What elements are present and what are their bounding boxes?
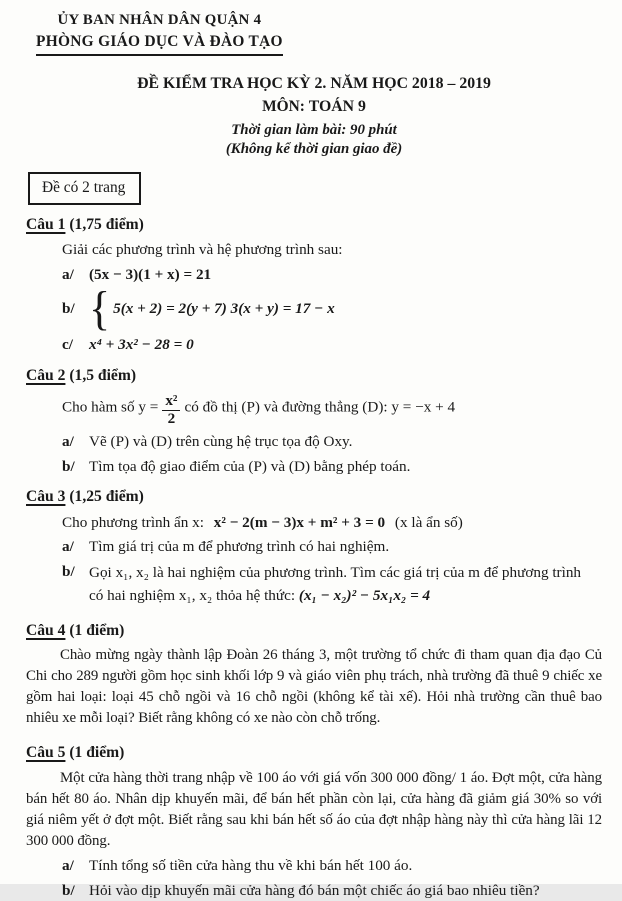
- question-3-points: (1,25 điểm): [65, 488, 144, 506]
- question-1-label: Câu 1: [26, 215, 66, 233]
- part-b-relation: (x₁ − x₂)² − 5x₁x₂ = 4: [298, 586, 431, 604]
- question-1-part-c: [62, 334, 602, 356]
- question-2-heading: [26, 365, 602, 387]
- subject-line: [26, 97, 602, 118]
- part-b-text: Hỏi vào dịp khuyến mãi cửa hàng đó bán một chiếc áo giá bao nhiêu tiền?: [89, 881, 540, 899]
- part-a-label: a/: [62, 433, 74, 451]
- question-1-part-a: [62, 264, 602, 286]
- question-2: [26, 365, 602, 478]
- part-b-label: b/: [62, 300, 75, 318]
- question-3-intro: [62, 512, 602, 534]
- question-3-part-b: [62, 561, 602, 607]
- part-a-equation: (5x − 3)(1 + x) = 21: [89, 265, 212, 283]
- intro-text-pre: Cho phương trình ẩn x:: [62, 513, 204, 531]
- intro-text-post: (x là ẩn số): [394, 513, 463, 531]
- part-a-text: Tính tổng số tiền cửa hàng thu về khi bán hết 100 áo.: [89, 857, 413, 875]
- exam-title: ĐỀ KIỂM TRA HỌC KỲ 2. NĂM HỌC 2018 – 2019: [137, 74, 491, 92]
- intro-text-pre: Cho hàm số y =: [62, 398, 159, 416]
- question-5-points: (1 điểm): [65, 744, 125, 762]
- question-1-heading: [26, 214, 602, 236]
- part-b-label: b/: [62, 562, 75, 580]
- fraction-denominator: 2: [167, 409, 176, 427]
- part-b-text-block: [89, 561, 581, 607]
- system-brace: {: [89, 282, 111, 335]
- question-4-label: Câu 4: [26, 621, 66, 639]
- part-a-text: Vẽ (P) và (D) trên cùng hệ trục tọa độ Oxy.: [89, 433, 353, 451]
- question-2-part-b: [62, 456, 602, 478]
- part-a-text: Tìm giá trị của m để phương trình có hai nghiệm.: [89, 538, 390, 556]
- equation-system: [113, 297, 335, 321]
- question-1-part-b: [62, 282, 602, 335]
- question-5-body: Một cửa hàng thời trang nhập về 100 áo với giá vốn 300 000 đồng/ 1 áo. Đợt một, cửa hàng bán hết 80 áo. Nhân dịp khuyến mãi, để bán hết phần còn lại, cửa hàng đã giảm giá 30% so với giá niêm yết ở đợt một. Biết rằng sau khi bán hết số áo của đợt nhập hàng này thì cửa hàng lãi 12 300 000 đồng.: [26, 769, 602, 850]
- question-5-part-a: [62, 855, 602, 877]
- duration-line: Thời gian làm bài: 90 phút: [231, 121, 397, 138]
- question-4-points: (1 điểm): [65, 621, 125, 639]
- question-2-part-a: [62, 431, 602, 453]
- part-c-label: c/: [62, 336, 73, 354]
- question-2-intro: [62, 393, 602, 427]
- part-b-line-1: Gọi x₁, x₂ là hai nghiệm của phương trình. Tìm các giá trị của m để phương trình: [89, 563, 582, 581]
- part-b-line-2: [89, 584, 581, 607]
- header-department: PHÒNG GIÁO DỤC VÀ ĐÀO TẠO: [36, 31, 283, 56]
- system-equation-1: 5(x + 2) = 2(y + 7): [113, 300, 227, 318]
- part-b-label: b/: [62, 457, 75, 475]
- question-1-intro: Giải các phương trình và hệ phương trình sau:: [62, 240, 343, 258]
- system-equation-2: 3(x + y) = 17 − x: [230, 300, 335, 318]
- question-3-label: Câu 3: [26, 488, 66, 506]
- question-2-points: (1,5 điểm): [65, 366, 137, 384]
- question-2-label: Câu 2: [26, 366, 66, 384]
- part-b-text: Tìm tọa độ giao điểm của (P) và (D) bằng phép toán.: [89, 457, 411, 475]
- intro-equation: x² − 2(m − 3)x + m² + 3 = 0: [213, 513, 386, 531]
- fraction-numerator: x²: [162, 393, 180, 411]
- header-block: [36, 10, 283, 56]
- question-3: [26, 486, 602, 606]
- title-block: [26, 74, 602, 160]
- question-1: [26, 214, 602, 356]
- page-count-box: Đề có 2 trang: [28, 172, 141, 205]
- part-b-label: b/: [62, 881, 75, 899]
- part-c-equation: x⁴ + 3x² − 28 = 0: [89, 336, 194, 354]
- question-4: [26, 620, 602, 730]
- intro-text-post: có đồ thị (P) và đường thẳng (D): y = −x + 4: [184, 398, 456, 416]
- question-3-heading: [26, 486, 602, 508]
- part-a-label: a/: [62, 857, 74, 875]
- subject-label: MÔN:: [262, 97, 309, 115]
- duration-note: (Không kể thời gian giao đề): [225, 141, 403, 158]
- question-4-heading: [26, 620, 602, 642]
- part-a-label: a/: [62, 538, 74, 556]
- question-5-part-b: [62, 880, 602, 901]
- part-a-label: a/: [62, 265, 74, 283]
- question-5-heading: [26, 742, 602, 764]
- question-3-part-a: [62, 536, 602, 558]
- fraction: [162, 393, 180, 427]
- question-5-label: Câu 5: [26, 744, 66, 762]
- subject-name: TOÁN 9: [308, 97, 366, 115]
- header-authority: ỦY BAN NHÂN DÂN QUẬN 4: [57, 12, 262, 28]
- question-5: [26, 742, 602, 901]
- question-4-body: Chào mừng ngày thành lập Đoàn 26 tháng 3, một trường tổ chức đi tham quan địa đạo Củ Chi cho 289 người gồm học sinh khối lớp 9 và giáo viên phụ trách, nhà trường đã thuê 9 chiếc xe gồm hai loại: loại 45 chỗ ngồi và 16 chỗ ngồi (không kể tài xế). Hỏi nhà trường cần thuê bao nhiêu xe mỗi loại? Biết rằng không có xe nào còn chỗ trống.: [26, 646, 602, 727]
- part-b-line-2-text: có hai nghiệm x₁, x₂ thỏa hệ thức:: [89, 586, 299, 604]
- question-1-points: (1,75 điểm): [65, 215, 144, 233]
